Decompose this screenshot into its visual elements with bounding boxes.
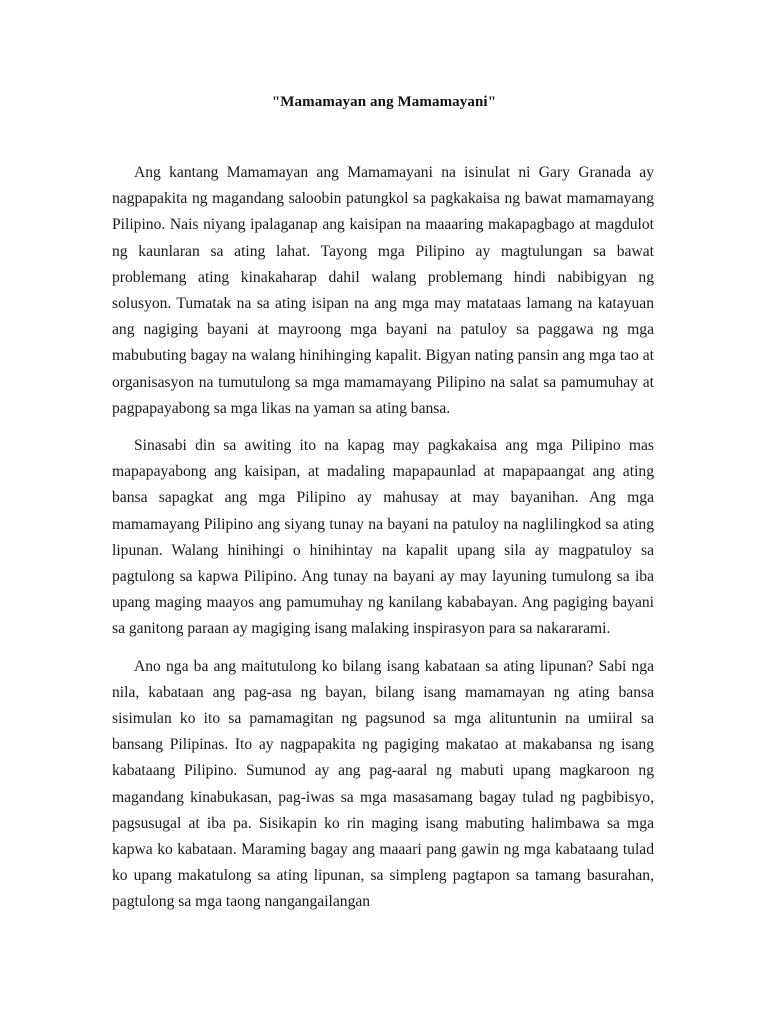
paragraph-3: Ano nga ba ang maitutulong ko bilang isang kabataan sa ating lipunan? Sabi nga nila, kabataan ang pag-asa ng bayan, bilang isang mamamayan ng ating bansa sisimulan ko ito sa pamamagitan ng pagsunod sa mga alituntunin na umiiral sa bansang Pilipinas. Ito ay nagpapakita ng pagiging makatao at makabansa ng isang kabataang Pilipino. Sumunod ay ang pag-aaral ng mabuti upang magkaroon ng magandang kinabukasan, pag-iwas sa mga masasamang bagay tulad ng pagbibisyo, pagsusugal at iba pa. Sisikapin ko rin maging isang mabuting halimbawa sa mga kapwa ko kabataan. Maraming bagay ang maaari pang gawin ng mga kabataang tulad ko upang makatulong sa ating lipunan, sa simpleng pagtapon sa tamang basurahan, pagtulong sa mga taong nangangailangan [112, 657, 654, 911]
document-title: "Mamamayan ang Mamamayani" [271, 94, 497, 110]
paragraph-1: Ang kantang Mamamayan ang Mamamayani na isinulat ni Gary Granada ay nagpapakita ng magandang saloobin patungkol sa pagkakaisa ng bawat mamamayang Pilipino. Nais niyang ipalaganap ang kaisipan na maaaring makapagbago at magdulot ng kaunlaran sa ating lahat. Tayong mga Pilipino ay magtulungan sa bawat problemang ating kinakaharap dahil walang problemang hindi nabibigyan ng solusyon. Tumatak na sa ating isipan na ang mga may matataas lamang na katayuan ang nagiging bayani at mayroong mga bayani na patuloy sa paggawa ng mga mabubuting bagay na walang hinihinging kapalit. Bigyan nating pansin ang mga tao at organisasyon na tumutulong sa mga mamamayang Pilipino na salat sa pamumuhay at pagpapayabong sa mga likas na yaman sa ating bansa. [112, 164, 654, 417]
paragraph-2: Sinasabi din sa awiting ito na kapag may pagkakaisa ang mga Pilipino mas mapapayabong ang kaisipan, at madaling mapapaunlad at mapapaangat ang ating bansa sapagkat ang mga Pilipino ay mahusay at may bayanihan. Ang mga mamamayang Pilipino ang siyang tunay na bayani na patuloy na naglilingkod sa ating lipunan. Walang hinihingi o hinihintay na kapalit upang sila ay magpatuloy sa pagtulong sa kapwa Pilipino. Ang tunay na bayani ay may layuning tumulong sa iba upang maging maayos ang pamumuhay ng kanilang kababayan. Ang pagiging bayani sa ganitong paraan ay magiging isang malaking inspirasyon para sa nakararami. [112, 437, 654, 638]
document-body [112, 160, 654, 927]
